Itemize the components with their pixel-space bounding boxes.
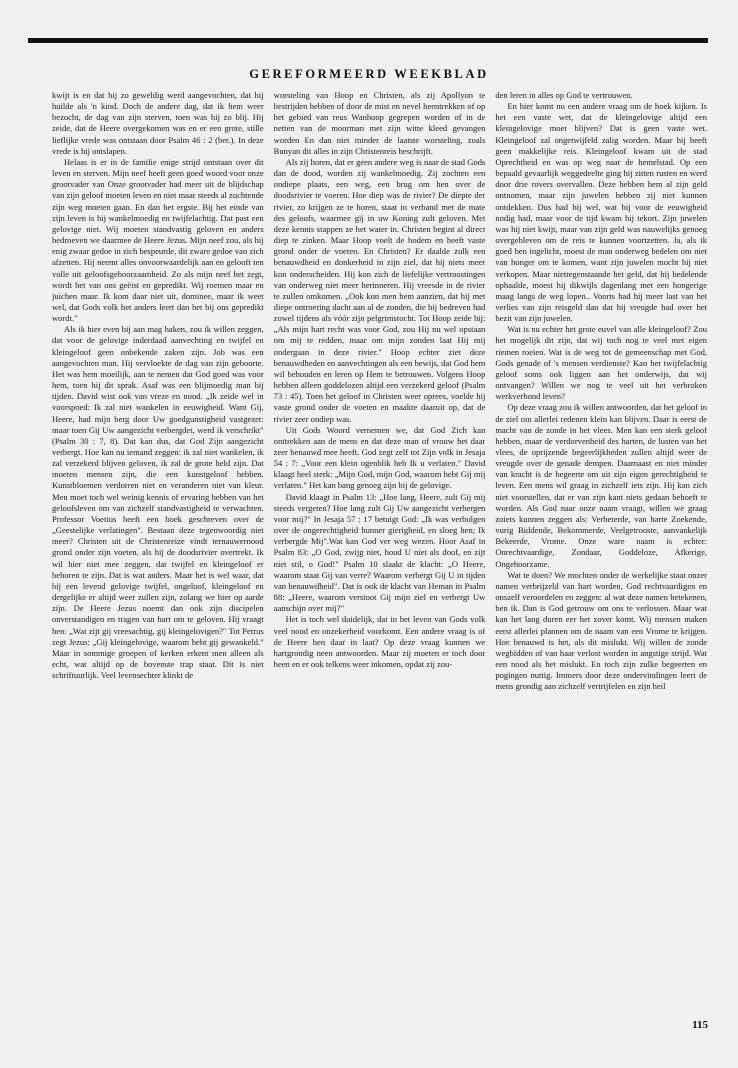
column-right [495, 90, 707, 1030]
article-columns [52, 90, 707, 1030]
paragraph: Wat is nu echter het grote euvel van alle kleingeloof? Zou het mogelijk dit zijn, dat wij toch nog te veel met eigen riemen roeien. Wat is de weg tot de gemeenschap met God, Gods genade of 's mensen verdienste? Kan het twijfelachtig geloof soms ook liggen aan het onderwijs, dat wij ontvangen? Willen we nog te veel uit het verbroken werkverbond leven? [495, 324, 708, 402]
paragraph: David klaagt in Psalm 13: „Hoe lang, Heere, zult Gij mij steeds vergeten? Hoe lang zult Gij Uw aangezicht verbergen voor mij?" In Jesaja 57 : 17 betuigt God: „Ik was verbolgen over de ongerechtigheid hunner gierigheid, en sloeg hen; Ik verbergde Mij".Wat kan God ver weg wezen. Hoor Asaf in Psalm 83: „O God, zwijg niet, houd U niet als doof, en zijt niet stil, o God!" Psalm 10 slaakt de klacht: „O Heere, waarom staat Gij van verre? Waarom verbergt Gij U in tijden van benauwdheid". Dat is ook de klacht van Heman in Psalm 88: „Heere, waarom verstoot Gij mijn ziel en verbergt Uw aanschijn over mij?" [273, 491, 486, 614]
paragraph: Het is toch wel duidelijk, dat in het leven van Gods volk veel nood en onzekerheid voorkomt. Een andere vraag is of de Heere hen daar in laat? Op deze vraag kunnen we hartgrondig neen antwoorden. Maar zij moeten er toch door heen en er ook telkens weer inkomen, opdat zij zou- [273, 614, 486, 669]
top-rule [28, 38, 708, 43]
page-header-title: GEREFORMEERD WEEKBLAD [249, 67, 489, 81]
paragraph: kwijt is en dat hij zo geweldig werd aangevochten, dat hij huilde als 'n kind. Doch de andere dag, dat ik hem weer bezocht, de dag van zijn sterven, toen was hij zo blij. Hij zeide, dat de Heere overgekomen was en er een grote, stille lieflijke vrede was ontstaan door Psalm 46 : 2 (ber.). In deze vrede is hij ontslapen. [52, 90, 264, 156]
page-number: 115 [692, 1019, 708, 1031]
paragraph: Als zij horen, dat er geen andere weg is naar de stad Gods dan de dood, worden zij wankelmoedig. Zij zochten een ondiepe plaats, een weg, een brug om hen over de doodsrivier te voeren. Hoe diep was de rivier? De diepte der rivier, zo krijgen ze te horen, staat in verband met de mate des geloofs, waarmee gij in uw Koning zult geloven. Met deze kennis stappen ze het water in. Christen begint al direct diep te zinken. Maar Hoop voelt de bodem en heeft vaste grond onder de voeten. En Christen? Er daalde zulk een benauwdheid en donkerheid in zijn ziel, dat hij niets meer kon onderscheiden. Hij kon zich de liefelijke vertroostingen van onderweg niet meer herinneren. Hij vreesde in de rivier te zullen omkomen. „Ook kon men hem aanzien, dat hij met diepe ontroering dacht aan al de zonden, die hij bedreven had zowel tijdens als vóór zijn pelgrimstocht. Tot Hoop zeide hij: „Als mijn hart recht was voor God, zou Hij nu wel opstaan om mij te redden, maar om mijn zonden laat Hij mij ondergaan in deze rivier." Hoop echter ziet deze benauwdheden en aanvechtingen als een bewijs, dat God hem wil behouden en leren op Hem te betrouwen. Volgens Hoop hebben alleen goddelozen altijd een verzekerd geloof (Psalm 73 : 45). Toen het geloof in Christen weer oprees, voelde hij vaste grond onder de voeten en maakte daaruit op, dat de rivier zeer ondiep was. [273, 156, 486, 424]
paragraph: worsteling van Hoop en Christen, als zij Apollyon te bestrijden hebben of door de mist en nevel heentrekken of op het gebied van reus Wanhoop gegrepen worden of in de netten van de moorman met zijn witte kleed gevangen worden En dan niet minder de laatste worsteling, zoals Bunyan dit alles in zijn Christenreis beschrijft. [273, 90, 486, 156]
paragraph: Wat te doen? We mochten onder de werkelijke staat onzer namen verbrijzeld van hart worden, God rechtvaardigen en onszelf veroordelen en zeggen: al wat deze namen betekenen, ben ik. Dan is God getrouw om ons te verlossen. Maar wat kan het lang duren eer het zover komt. Wij mensen maken eerst allerlei plannen om de naam van een Vrome te krijgen. Hoe benauwd is het, als dit mislukt. Wij willen de zonde wegbidden of van haar verlost worden in angstige strijd. Wat een nood als het mislukt. En toch zijn zulke begeerten en pogingen nuttig. Immers door deze ondervindingen leert de mens grondig aan zichzelf vertrijfelen en zijn heil [495, 569, 708, 692]
paragraph: den leren in alles op God te vertrouwen. [495, 90, 633, 100]
column-middle [274, 90, 486, 1030]
column-left [52, 90, 264, 1030]
paragraph: Op deze vraag zou ik willen antwoorden, dat het geloof in de ziel om allerlei redenen klein kan blijven. Daar is eerst de macht van de zonde in het vlees. Men kan een sterk geloof hebben, maar de verdorvenheid des harten, de lusten van het vlees, de oprijzende begeerlijkheden zullen altijd weer de vreugde over de genade dempen. Daarnaast en niet minder van kracht is de begeerte om uit zijn eigen gerechtigheid te leven. Een mens wil graag in zichzelf iets zijn. Hij kan zich niet voorstellen, dat er van zijn kant niets gedaan behoeft te worden. Als God naar onze naam vraagt, willen we graag zoiets kunnen zeggen als: Verbeterde, van harte Zoekende, vurig Biddende, Bekommerde, Veelgetrooste, aanvankelijk Bekeerde, Vrome. Onze ware naam is echter: Onrechtvaardige, Zondaar, Goddeloze, Afkerige, Ongehoorzame. [495, 402, 708, 569]
paragraph: En hier komt nu een andere vraag om de hoek kijken. Is het een vaste wet, dat de kleingelovige altijd een kleingelovige moet blijven? Dat is geen vaste wet. Kleingeloof zal ongetwijfeld zalig worden. Maar hij heeft geen makkelijke reis. Kleingeloof kwam uit de stad Oprechtheid en was op weg naar de hemelstad. Op een bepaald gevaarlijk weggedeelte ging hij zitten rusten en werd door drie rovers overvallen. Deze hebben hem al zijn geld ontnomen, maar zijn juwelen hebben zij niet kunnen ontdekken. Dus had hij wel, wat hij voor de eeuwigheid nodig had, maar voor de tijd kwam hij tekort. Zijn juwelen was hij niet kwijt, maar van zijn geld was nauwelijks genoeg overgebleven om de reis te kunnen voortzetten. Ja, als ik goed ben ingelicht, moest de man onderweg bedelen om niet van honger om te komen, want zijn juwelen mocht hij niet verkopen. Maar niettegenstaande het geld, dat hij bedelende ophaalde, moest hij dikwijls dagenlang met een hongerige maag langs de weg lopen.. Voorts had hij meer last van het verlies van zijn reisgeld dan dat hij vreugde had over het bezit van zijn juwelen. [495, 101, 708, 324]
paragraph: Helaas is er in de familie enige strijd ontstaan over dit leven en sterven. Mijn neef heeft geen goed woord voor onze grootvader van Onze grootvader had meer uit de blijdschap van zijn geloof moeten leven en niet maar steeds al zuchtende zijn weg moeten gaan. En dan het ergste. Bij het einde van zijn leven is hij wankelmoedig en twijfelachtig. Dat past een gelovige niet. Wij moeten standvastig geloven en anders bedroeven we daarmee de Heere Jezus. Mijn neef zou, als hij enig zwaar gedoe in zich bespeurde, dit zware gedoe van zich afzetten. Hij neemt alles onvoorwaardelijk aan en gelooft ten volle uit geloofsgehoorzaamheid. Zo als mijn neef het zegt, wordt het van ons geëist en gepredikt. Wij roemen maar en juichen maar. Ik kom daar niet uit, dominee, maar ik weet wel, dat Gods volk het anders leert dan het bij ons gepredikt wordt." [52, 156, 264, 324]
paragraph: Als ik hier even bij aan mag haken, zou ik willen zeggen, dat voor de gelovige inderdaad aanvechting en twijfel en kleingeloof geen onbekende zaken zijn. Job was een aangevochten man. Hij vervloekte de dag van zijn geboorte. Het was hem moeilijk, aan te nemen dat God goed was voor hem, toen hij dit sprak. Asaf was een blijmoedig man bij tijden. David wist ook van vreze en nood. „Ik zeide wel in voorspoed: Ik zal niet wankelen in eeuwigheid. Want Gij, Heere, had mijn berg door Uw goedgunstigheid vastgezet: maar toen Gij Uw aangezicht verbergdet, werd ik verschrikt" (Psalm 30 : 7, 8). Dat kan dus, dat God Zijn aangezicht verbergt. Hoe kan nu iemand zeggen: ik zal niet wankelen, ik zal verzekerd blijven geloven, ik zal de grote held zijn. Dat moeten mensen zijn, die een kunstgeloof hebben. Kunstbloemen verdorren niet en veranderen niet van kleur. Men moet toch wel weinig kennis of ervaring hebben van het geloofsleven om van zichzelf standvastigheid te verwachten. Professor Voetius heeft een boek geschreven over de „Geestelijke verlatingen". Bestaan deze tegenwoordig niet meer? Christen uit de Christenreize vindt ternauwernood grond onder zijn voeten, als hij de doodsrivier overtrekt. Ik wil hier niet mee zeggen, dat twijfel en kleingeloof er behoren te zijn. Dat is wat anders. Maar het is wel waar, dat bij een levend gelovige twijfel, ongeloof, kleingeloof en dergelijke er altijd weer zullen zijn, zolang we hier op aarde zijn. De Heere Jezus noemt dan ook zijn discipelen onverstandigen en tragen van hart om te geloven. Hij vraagt hen: „Wat zijt gij vreesachtig, gij kleingelovigen?" Tot Petrus zegt Jezus: „Gij kleingelovige, waarom hebt gij gewankeld." Maar in sommige groepen of kerken erkent men alleen als echt, wat altijd op de bovenste trap staat. Dit is niet schriftuurlijk. Veel levensechter klinkt de [52, 324, 264, 681]
paragraph: Uit Gods Woord vernemen we, dat God Zich kan onttrekken aan de mens en dat deze man of vrouw het daar zeer benauwd mee heeft. God zegt zelf tot Zijn volk in Jesaja 54 : 7: „Voor een klein ogenblik heb Ik u verlaten." David klaagt heel sterk: „Mijn God, mijn God, waarom hebt Gij mij verlaten." Het kan bang genoeg zijn bij de gelovige. [273, 424, 486, 491]
